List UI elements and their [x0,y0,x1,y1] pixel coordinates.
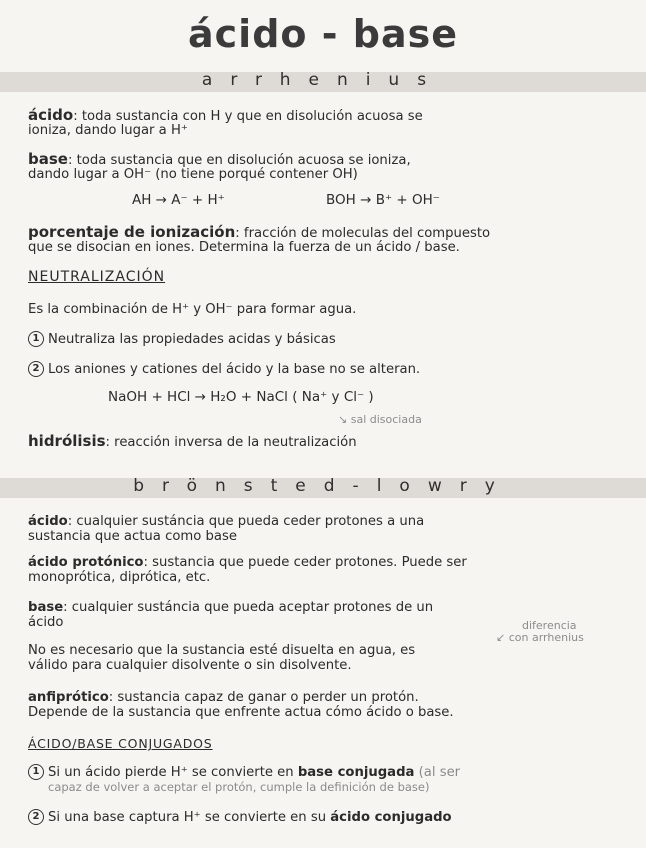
porcentaje-term: porcentaje de ionización [28,223,236,241]
equation-acid-ionization: AH → A⁻ + H⁺ [132,192,225,208]
diferencia-note: diferencia ↙ con arrhenius [496,619,584,644]
arrow-left-icon: ↙ [496,631,509,644]
section-title-arrhenius: arrhenius [201,70,445,90]
base-definition-line-1: base: toda sustancia que en disolución acuosa se ioniza, [28,150,411,168]
anfiprotico-definition-line-1: anfiprótico: sustancia capaz de ganar o perder un protón. [28,690,419,705]
number-1-circle-icon: 1 [28,331,44,347]
page-title: ácido - base [188,12,458,56]
number-2-circle-icon: 2 [28,361,44,377]
no-necesario-line-2: válido para cualquier disolvente o sin disolvente. [28,658,352,673]
hidrolisis-term: hidrólisis [28,432,106,450]
bl-base-definition-line-2: ácido [28,615,64,630]
porcentaje-definition-line-1: porcentaje de ionización: fracción de moleculas del compuesto [28,223,491,241]
bl-base-term: base [28,600,64,615]
neutralizacion-point-1: 1 Neutraliza las propiedades acidas y básicas [28,331,628,347]
conjugados-heading: ÁCIDO/BASE CONJUGADOS [28,736,213,751]
porcentaje-definition-line-2: que se disocian en iones. Determina la fuerza de un ácido / base. [28,240,460,255]
conjugados-point-1: 1 Si un ácido pierde H⁺ se convierte en base conjugada (al ser [28,764,628,780]
acido-conjugado-term: ácido conjugado [330,810,452,825]
bl-base-definition-line-1: base: cualquier sustáncia que pueda aceptar protones de un [28,600,434,615]
anfiprotico-term: anfiprótico [28,690,109,705]
neutralizacion-point-2: 2 Los aniones y cationes del ácido y la base no se alteran. [28,361,628,377]
neutralizacion-equation: NaOH + HCl → H₂O + NaCl ( Na⁺ y Cl⁻ ) [108,389,374,405]
conjugados-point-2: 2 Si una base captura H⁺ se convierte en su ácido conjugado [28,809,628,825]
section-title-bronsted: brönsted-lowry [133,476,513,496]
acido-protonico-definition-line-2: monoprótica, diprótica, etc. [28,570,211,585]
bl-acido-definition-line-1: ácido: cualquier sustáncia que pueda ceder protones a una [28,514,425,529]
acido-protonico-term: ácido protónico [28,555,144,570]
number-2-circle-icon: 2 [28,809,44,825]
bl-acido-definition-line-2: sustancia que actua como base [28,529,237,544]
arrow-icon: ↘ [338,413,351,426]
neutralizacion-definition: Es la combinación de H⁺ y OH⁻ para formar agua. [28,302,357,317]
number-1-circle-icon: 1 [28,764,44,780]
equation-base-ionization: BOH → B⁺ + OH⁻ [326,192,440,208]
hidrolisis-definition: hidrólisis: reacción inversa de la neutralización [28,432,357,450]
acido-protonico-definition-line-1: ácido protónico: sustancia que puede ceder protones. Puede ser [28,555,467,570]
acido-definition-line-2: ioniza, dando lugar a H⁺ [28,123,188,138]
base-term: base [28,150,68,168]
anfiprotico-definition-line-2: Depende de la sustancia que enfrente actua cómo ácido o base. [28,705,454,720]
acido-definition-line-1: ácido: toda sustancia con H y que en disolución acuosa se [28,106,423,124]
bl-acido-term: ácido [28,514,68,529]
conjugados-point-1-note: capaz de volver a aceptar el protón, cumple la definición de base) [48,780,430,794]
neutralizacion-heading: NEUTRALIZACIÓN [28,269,166,285]
no-necesario-line-1: No es necesario que la sustancia esté disuelta en agua, es [28,643,416,658]
acido-term: ácido [28,106,74,124]
sal-disociada-note: ↘ sal disociada [338,413,422,426]
base-definition-line-2: dando lugar a OH⁻ (no tiene porqué contener OH) [28,167,358,182]
base-conjugada-term: base conjugada [297,765,415,780]
